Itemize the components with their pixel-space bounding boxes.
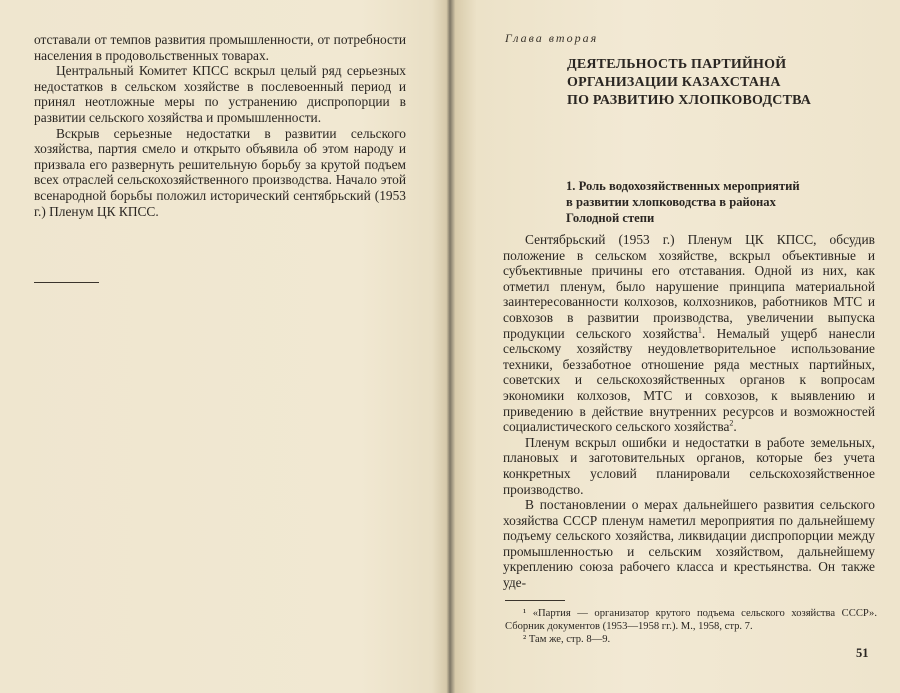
left-page xyxy=(0,0,449,693)
chapter-title-line: ПО РАЗВИТИЮ ХЛОПКОВОДСТВА xyxy=(567,93,812,108)
footnote-2: ² Там же, стр. 8—9. xyxy=(523,634,611,645)
section-title-line: 1. Роль водохозяйственных мероприятий xyxy=(566,179,800,193)
left-paragraph-3: Вскрыв серьезные недостатки в развитии сельского хозяйства, партия смело и открыто объявила об этом народу и призвала его развернуть решительную борьбу за крутой подъем всех отраслей сельскохозяйственного производства. Начало этой всенародной борьбы положил исторический сентябрьский (1953 г.) Пленум ЦК КПСС. xyxy=(34,125,406,219)
paragraph-text: . xyxy=(733,419,737,435)
paragraph-text: . Немалый ущерб нанесли сельскому хозяйству неудовлетворительное использование техники, беззаботное отношение ряда местных партийных, советских и сельскохозяйственных органов к вопросам экономики колхозов, МТС и совхозов, к выявлению и приведению в действие внутренних ресурсов и возможностей социалистического сельского хозяйства xyxy=(503,325,875,435)
left-page-text xyxy=(34,32,406,219)
footnotes xyxy=(505,600,877,646)
chapter-title xyxy=(567,56,867,110)
section-title xyxy=(566,178,886,226)
right-paragraph-2: Пленум вскрыл ошибки и недостатки в работе земельных, плановых и заготовительных органов, которые без учета конкретных условий планировали сельскохозяйственное производство. xyxy=(503,434,875,497)
right-page-text xyxy=(503,232,875,591)
right-page xyxy=(451,0,900,693)
footnote-rule xyxy=(505,600,565,601)
section-title-line: Голодной степи xyxy=(566,211,655,225)
page-number: 51 xyxy=(856,646,869,660)
left-paragraph-2: Центральный Комитет КПСС вскрыл целый ряд серьезных недостатков в сельском хозяйстве в послевоенный период и принял неотложные меры по устранению диспропорции в развитии сельского хозяйства и промышленности. xyxy=(34,63,406,125)
footnote-marker-2: 2 xyxy=(729,418,734,428)
footnote-1: ¹ «Партия — организатор крутого подъема сельского хозяйства СССР». Сборник документов (1953—1958 гг.). М., 1958, стр. 7. xyxy=(505,608,877,632)
footnote-marker-1: 1 xyxy=(697,325,702,335)
end-of-text-rule xyxy=(34,282,99,283)
right-paragraph-1 xyxy=(503,232,875,435)
chapter-label: Глава вторая xyxy=(505,31,599,45)
paragraph-text: Сентябрьский (1953 г.) Пленум ЦК КПСС, обсудив положение в сельском хозяйстве, вскрыл объективные и субъективные причины его отставания. Одной из них, как отметил пленум, было нарушение принципа материальной заинтересованности колхозов, колхозников, работников МТС и совхозов в развитии производства, увеличении выпуска продукции сельского хозяйства xyxy=(503,232,875,341)
section-title-line: в развитии хлопководства в районах xyxy=(566,195,776,209)
right-paragraph-3: В постановлении о мерах дальнейшего развития сельского хозяйства СССР пленум наметил мероприятия по дальнейшему подъему сельского хозяйства, ликвидации диспропорции между промышленностью и сельским хозяйством, дальнейшему укреплению союза рабочего класса и крестьянства. Он также уде- xyxy=(503,497,875,591)
chapter-title-line: ОРГАНИЗАЦИИ КАЗАХСТАНА xyxy=(567,75,781,90)
chapter-title-line: ДЕЯТЕЛЬНОСТЬ ПАРТИЙНОЙ xyxy=(567,57,787,72)
left-paragraph-1: отставали от темпов развития промышленности, от потребности населения в продовольственных товарах. xyxy=(34,32,406,63)
